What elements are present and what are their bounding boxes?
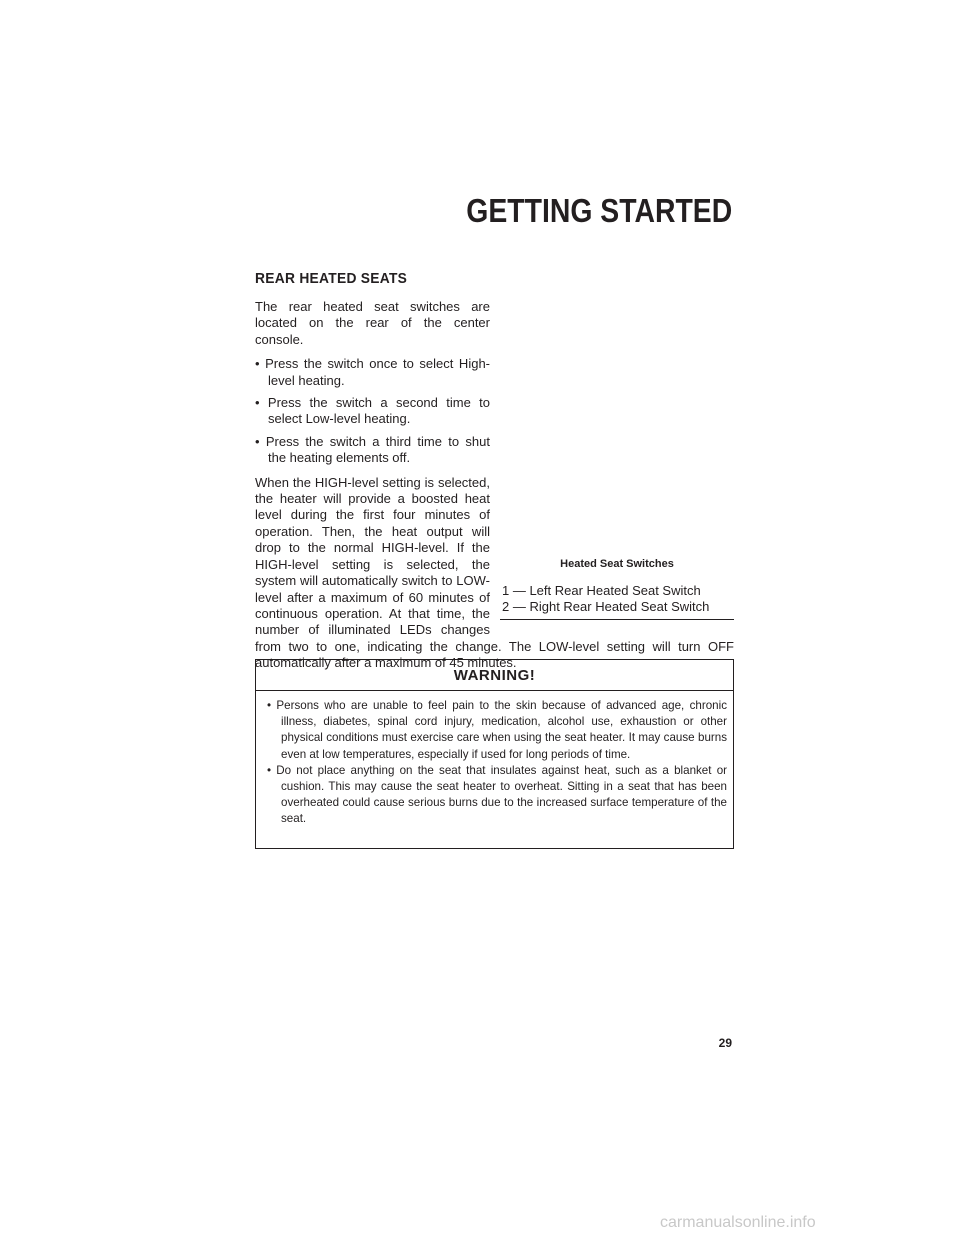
warning-title: WARNING! bbox=[453, 667, 536, 684]
list-item: • Press the switch once to select High-level heating. bbox=[255, 356, 490, 388]
list-item: • Press the switch a third time to shut the heating elements off. bbox=[255, 433, 490, 466]
warning-divider bbox=[256, 690, 733, 691]
article-heading: REAR HEATED SEATS bbox=[255, 270, 408, 287]
figure bbox=[500, 299, 734, 621]
section-header: GETTING STARTED bbox=[466, 192, 732, 229]
body-paragraph: When the HIGH-level setting is selected, the heater will provide a boosted heat level during the first four minutes of operation. Then, the heat output will drop to the normal HIGH-level. If the HIGH-level setting is selected, the system will automatically switch to LOW-level after a maximum of 60 minutes of continuous operation. At that time, the number of illuminated LEDs changes from two to one, indicating the change. The LOW-level setting will turn OFF automatically after a maximum of 45 minutes. bbox=[255, 474, 734, 671]
legend-item: 2 — Right Rear Heated Seat Switch bbox=[502, 599, 710, 614]
article bbox=[255, 270, 734, 680]
watermark: carmanualsonline.info bbox=[660, 1214, 816, 1231]
legend-item: 1 — Left Rear Heated Seat Switch bbox=[502, 583, 701, 598]
warning-item: • Do not place anything on the seat that insulates against heat, such as a blanket or cushion. This may cause the seat heater to overheat. Sitting in a seat that has been overheated could cause serious burns due to the increased surface temperature of the seat. bbox=[267, 763, 727, 826]
figure-caption: Heated Seat Switches bbox=[560, 558, 674, 570]
figure-legend bbox=[502, 583, 734, 615]
legend-divider bbox=[500, 619, 734, 620]
warning-item: • Persons who are unable to feel pain to the skin because of advanced age, chronic illness, diabetes, spinal cord injury, medication, alcohol use, exhaustion or other physical conditions must exercise care when using the seat heater. It may cause burns even at low temperatures, especially if used for long periods of time. bbox=[267, 699, 727, 761]
seat-switches-image bbox=[500, 299, 734, 549]
warning-list bbox=[267, 698, 727, 828]
page-number: 29 bbox=[718, 1036, 732, 1050]
intro-paragraph: The rear heated seat switches are located on the rear of the center console. bbox=[255, 299, 490, 347]
warning-box bbox=[255, 659, 734, 849]
list-item: • Press the switch a second time to select Low-level heating. bbox=[255, 395, 490, 427]
